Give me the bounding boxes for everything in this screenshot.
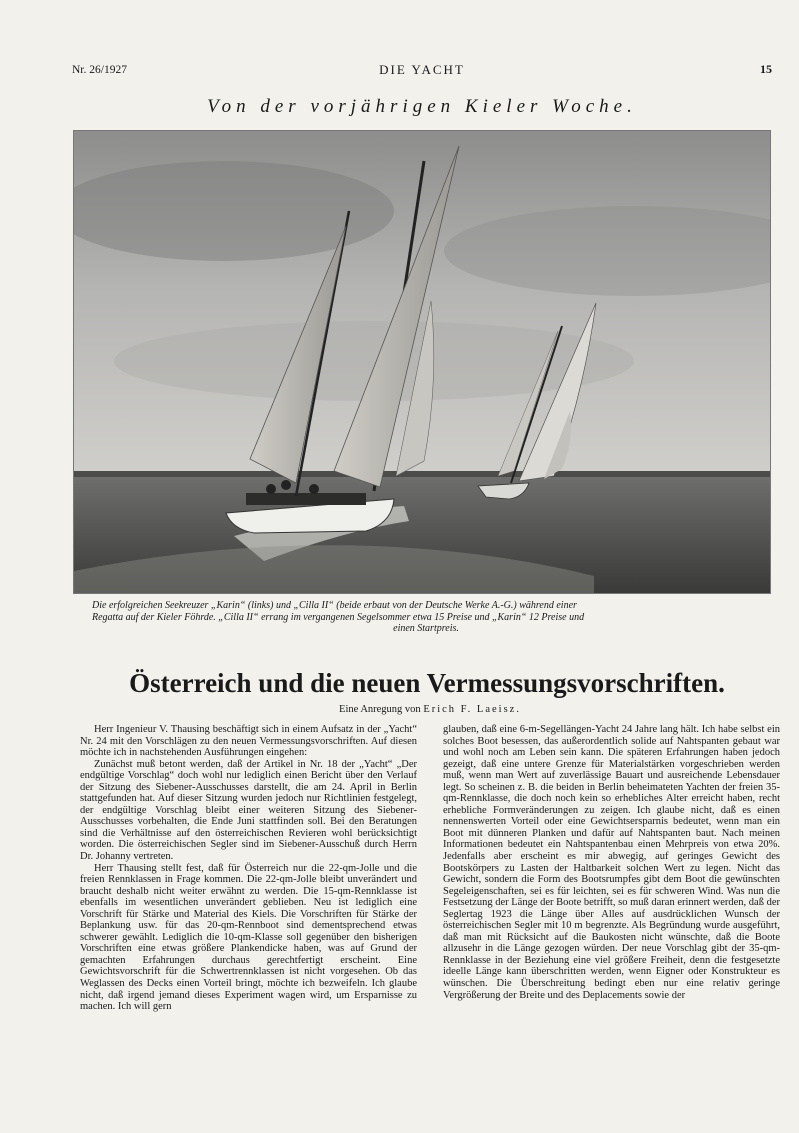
magazine-title: DIE YACHT [379, 62, 465, 77]
photo-heading: Von der vorjährigen Kieler Woche. [207, 96, 637, 117]
paragraph: Zunächst muß betont werden, daß der Artikel in Nr. 18 der „Yacht“ „Der endgültige Vorschlag“ doch wohl nur lediglich einen Bericht über den Verlauf der Sitzung des Siebener-Ausschusses darstellt, die am 24. April in Berlin stattgefunden hat. Auf dieser Sitzung wurden jedoch nur Richtlinien festgelegt, der endgültige Vorschlag bleibt einer weiteren Sitzung des Siebener-Ausschusses vorbehalten, die Ende Juni stattfinden soll. Bei den Beratungen sind die Verhältnisse auf den österreichischen Revieren wohl berücksichtigt worden. Die österreichischen Segler sind im Siebener-Ausschuß durch Herrn Dr. Johanny vertreten. [80, 758, 417, 863]
paragraph: glauben, daß eine 6-m-Segellängen-Yacht 24 Jahre lang hält. Ich habe selbst ein solches Boot besessen, das außerordentlich solide auf Nahtspanten gebaut war und wohl noch am Leben sein kann. Die späteren Erfahrungen haben jedoch gezeigt, daß eine untere Grenze für Materialstärken vorgeschrieben werden muß, wenn man Wert auf zuverlässige Bauart und ausreichende Lebensdauer legt. So scheinen z. B. die beiden in Berlin beheimateten Yachten der freien 35-qm-Rennklasse, die doch noch kein so erhebliches Alter erreicht haben, recht erhebliche Formveränderungen zu zeigen. Ich glaube nicht, daß es einen nennenswerten Vorteil oder eine Gewichtsersparnis bedeutet, wenn man ein Boot mit dünneren Planken und dafür auf Nahtspanten baut. Nach meinen Informationen bedeutet ein Nahtspantenbau einen Mehrpreis von etwa 20%. Jedenfalls aber erscheint es mir abwegig, auf geringes Gewicht des Bootskörpers zu Lasten der Haltbarkeit solchen Wert zu legen. Nicht das Gewicht, sondern die Form des Bootsrumpfes gibt dem Boot die gewünschten Segeleigenschaften, sei es für leichten, sei es für schweren Wind. Was nun die Festsetzung der Länge der Boote betrifft, so muß daran erinnert werden, daß der Seglertag 1923 die Länge über Alles auf ausdrücklichen Wunsch der österreichischen Segler mit 10 m begrenzte. Als Begründung wurde ausgeführt, daß man mit Rücksicht auf die Baukosten nicht wünschte, daß die Boote allzusehr in die Länge gezogen würden. Der neue Vorschlag gibt der 35-qm-Rennklasse in der Beziehung eine viel größere Freiheit, denn die festgesetzte ideelle Länge kann überschritten werden, wenn Eigner oder Konstrukteur es wünschen. Die Überschreitung bedingt eben nur eine relativ geringe Vergrößerung der Breite und des Deplacements sowie der [443, 724, 780, 1001]
running-header [72, 64, 772, 82]
sailing-yachts-photo [73, 130, 771, 594]
photo-caption [92, 600, 760, 635]
shoreline [74, 471, 770, 477]
caption-line: Die erfolgreichen Seekreuzer „Karin“ (links) und „Cilla II“ (beide erbaut von der Deutsche Werke A.-G.) während einer [92, 600, 577, 611]
byline-prefix: Eine Anregung von [339, 704, 421, 715]
article-title: Österreich und die neuen Vermessungsvorschriften. [129, 668, 725, 698]
caption-line: Regatta auf der Kieler Föhrde. „Cilla II“ errang im vergangenen Segelsommer etwa 15 Preise und „Karin“ 12 Preise und [92, 611, 585, 623]
issue-number: Nr. 26/1927 [72, 64, 127, 76]
byline-author: Erich F. Laeisz. [423, 704, 521, 715]
paragraph: Herr Thausing stellt fest, daß für Österreich nur die 22-qm-Jolle und die freien Rennklassen in Frage kommen. Die 22-qm-Jolle bleibt unverändert und braucht deshalb nicht weiter erwähnt zu werden. Die 15-qm-Rennklasse ist ebenfalls im wesentlichen unverändert geblieben. Neu ist lediglich eine Vorschrift für Stärke und Material des Kiels. Die Vorschriften für Stärke der Beplankung usw. für das 20-qm-Rennboot sind dementsprechend etwas schwerer gewählt. Lediglich die 10-qm-Klasse soll gegenüber den bisherigen Vorschriften eine etwas größere Plankendicke haben, was auf Grund der gemachten Erfahrungen durchaus gerechtfertigt erscheint. Eine Gewichtsvorschrift für die Schwertrennklassen ist nicht vorgesehen. Ob das Weglassen des Decks einen Vorteil bringt, möchte ich bezweifeln. Ich glaube nicht, daß irgend jemand dieses Experiment wagen wird, um Ersparnisse zu machen. Ich will gern [80, 862, 417, 1013]
byline [80, 704, 780, 715]
article-column-left [80, 724, 417, 1013]
caption-line: einen Startpreis. [393, 623, 459, 635]
page-number: 15 [760, 62, 772, 76]
paragraph: Herr Ingenieur V. Thausing beschäftigt sich in einem Aufsatz in der „Yacht“ Nr. 24 mit den Vorschlägen zu den neuen Vermessungsvorschriften. Auf diesen möchte ich in nachstehenden Ausführungen eingehen: [80, 724, 417, 759]
article-column-right [443, 724, 780, 1001]
